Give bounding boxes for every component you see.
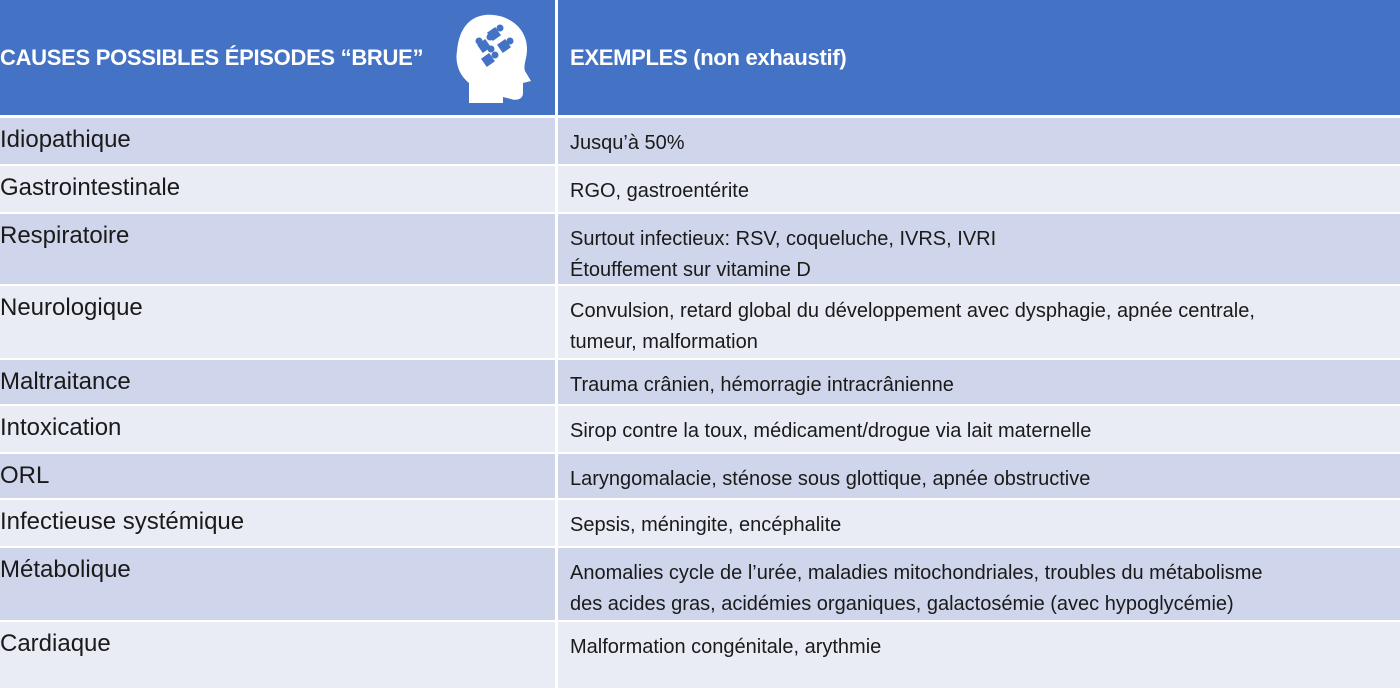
table-row: [0, 622, 1400, 690]
example-line: des acides gras, acidémies organiques, galactosémie (avec hypoglycémie): [570, 593, 1234, 615]
cause-cell: ORL: [0, 454, 558, 498]
table-header: [0, 0, 1400, 118]
cause-cell: Idiopathique: [0, 118, 558, 164]
table-row: [0, 118, 1400, 166]
example-line: RGO, gastroentérite: [570, 180, 749, 202]
cause-cell: Métabolique: [0, 548, 558, 620]
examples-cell: [558, 360, 1400, 404]
table-row: [0, 360, 1400, 406]
header-cell-causes: [0, 0, 558, 115]
examples-cell: [558, 166, 1400, 212]
example-line: Malformation congénitale, arythmie: [570, 636, 882, 658]
cause-cell: Neurologique: [0, 286, 558, 358]
example-line: Sirop contre la toux, médicament/drogue via lait maternelle: [570, 420, 1092, 442]
table-row: [0, 454, 1400, 500]
examples-cell: [558, 500, 1400, 546]
example-line: Anomalies cycle de l’urée, maladies mitochondriales, troubles du métabolisme: [570, 562, 1263, 584]
examples-cell: [558, 286, 1400, 358]
table-row: [0, 406, 1400, 454]
cause-cell: Gastrointestinale: [0, 166, 558, 212]
cause-cell: Infectieuse systémique: [0, 500, 558, 546]
example-line: Convulsion, retard global du développement avec dysphagie, apnée centrale,: [570, 300, 1255, 322]
cause-cell: Intoxication: [0, 406, 558, 452]
header-examples-label: EXEMPLES (non exhaustif): [570, 44, 847, 70]
cause-cell: Maltraitance: [0, 360, 558, 404]
header-causes-label: CAUSES POSSIBLES ÉPISODES “BRUE”: [0, 44, 424, 70]
cause-cell: Respiratoire: [0, 214, 558, 284]
table-row: [0, 500, 1400, 548]
example-line: Laryngomalacie, sténose sous glottique, apnée obstructive: [570, 468, 1091, 490]
example-line: Surtout infectieux: RSV, coqueluche, IVRS, IVRI: [570, 228, 997, 250]
example-line: tumeur, malformation: [570, 331, 758, 353]
example-line: Trauma crânien, hémorragie intracrânienne: [570, 374, 954, 396]
cause-cell: Cardiaque: [0, 622, 558, 688]
table-row: [0, 548, 1400, 622]
header-cell-examples: [558, 0, 1400, 115]
examples-cell: [558, 406, 1400, 452]
examples-cell: [558, 454, 1400, 498]
table-row: [0, 166, 1400, 214]
examples-cell: [558, 118, 1400, 164]
table-row: [0, 286, 1400, 360]
examples-cell: [558, 548, 1400, 620]
table-body: [0, 118, 1400, 690]
table-row: [0, 214, 1400, 286]
example-line: Jusqu’à 50%: [570, 132, 685, 154]
examples-cell: [558, 622, 1400, 688]
examples-cell: [558, 214, 1400, 284]
brain-puzzle-icon: [455, 11, 535, 103]
example-line: Étouffement sur vitamine D: [570, 259, 811, 281]
example-line: Sepsis, méningite, encéphalite: [570, 514, 842, 536]
